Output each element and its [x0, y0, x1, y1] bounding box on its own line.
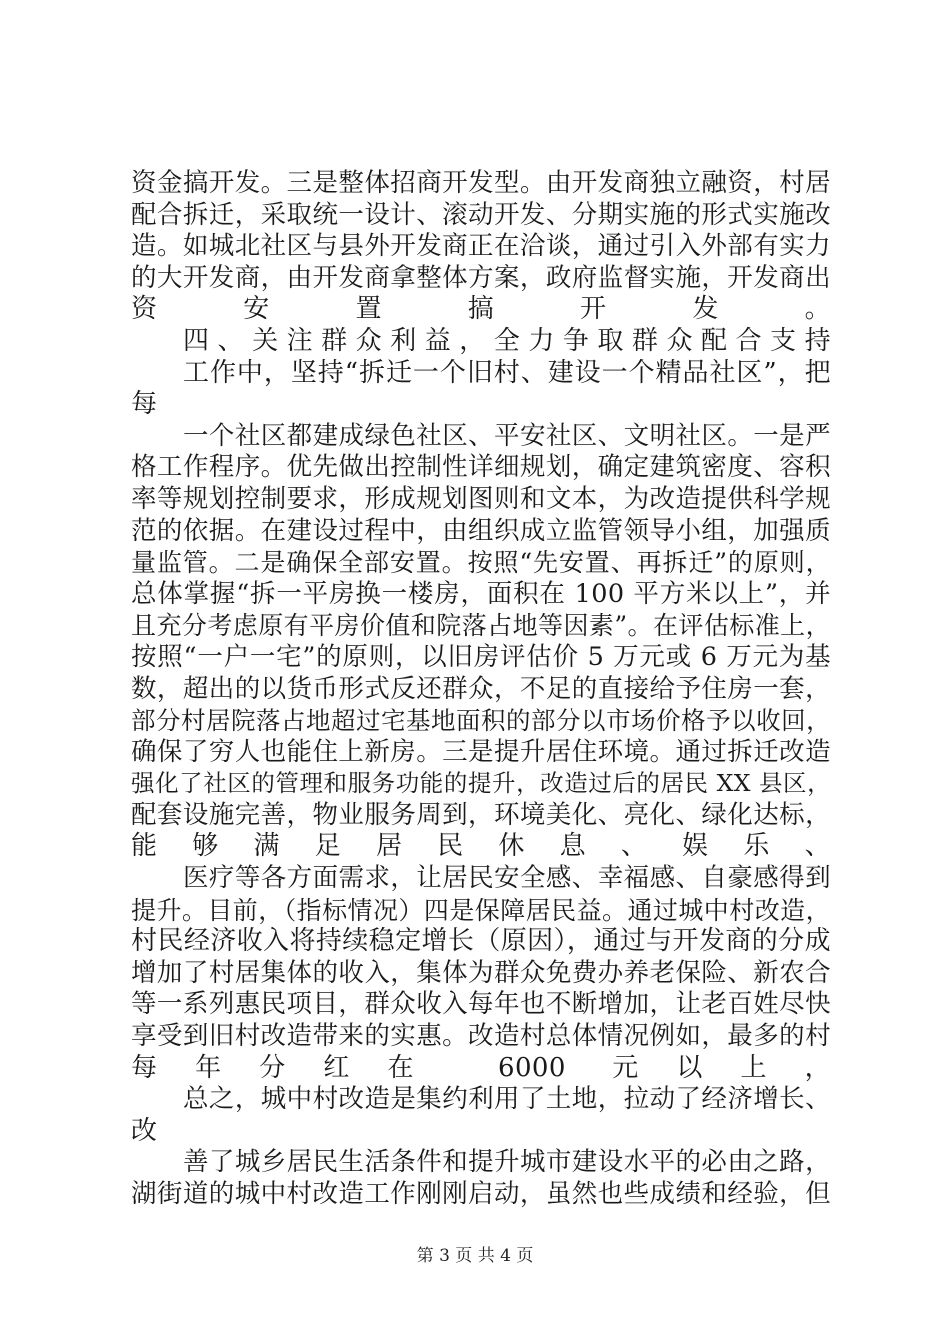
text-line: 率等规划控制要求，形成规划图则和文本，为改造提供科学规 [131, 483, 831, 514]
page-footer: 第 3 页 共 4 页 [416, 1246, 534, 1266]
text-line: 每年分红在 6000 元以上， [131, 1052, 831, 1083]
text-line: 造。如城北社区与县外开发商正在洽谈，通过引入外部有实力 [131, 231, 831, 262]
text-line: 每 [131, 389, 158, 420]
text-line: 增加了村居集体的收入，集体为群众免费办养老保险、新农合 [131, 957, 831, 988]
text-line: 格工作程序。优先做出控制性详细规划，确定建筑密度、容积 [131, 452, 831, 483]
text-line: 且充分考虑原有平房价值和院落占地等因素”。在评估标准上， [131, 611, 831, 641]
text-line: 等一系列惠民项目，群众收入每年也不断增加，让老百姓尽快 [131, 989, 831, 1020]
text-line: 一个社区都建成绿色社区、平安社区、文明社区。一是严 [183, 420, 831, 451]
document-body [131, 168, 831, 1211]
text-line: 范的依据。在建设过程中，由组织成立监管领导小组，加强质 [131, 515, 831, 546]
text-line: 医疗等各方面需求，让居民安全感、幸福感、自豪感得到 [183, 863, 831, 894]
text-line: 提升。目前，（指标情况）四是保障居民益。通过城中村改造， [131, 895, 831, 925]
text-line: 总体掌握“拆一平房换一楼房，面积在 100 平方米以上”，并 [131, 578, 831, 609]
text-line: 强化了社区的管理和服务功能的提升，改造过后的居民 XX 县区， [131, 769, 831, 798]
text-line: 配合拆迁，采取统一设计、滚动开发、分期实施的形式实施改 [131, 199, 831, 230]
text-line: 按照“一户一宅”的原则，以旧房评估价 5 万元或 6 万元为基 [131, 641, 831, 672]
text-line: 村民经济收入将持续稳定增长（原因），通过与开发商的分成 [131, 926, 831, 957]
text-line: 总之，城中村改造是集约利用了土地，拉动了经济增长、 [183, 1084, 831, 1115]
text-line: 工作中，坚持“拆迁一个旧村、建设一个精品社区”，把 [183, 357, 831, 388]
text-line: 湖街道的城中村改造工作刚刚启动，虽然也些成绩和经验，但 [131, 1179, 831, 1209]
text-line: 享受到旧村改造带来的实惠。改造村总体情况例如，最多的村 [131, 1021, 831, 1052]
text-line: 数，超出的以货币形式反还群众，不足的直接给予住房一套， [131, 673, 831, 704]
text-line: 资安置搞开发。 [131, 294, 831, 325]
text-line: 部分村居院落占地超过宅基地面积的部分以市场价格予以收回， [131, 706, 831, 736]
text-line: 量监管。二是确保全部安置。按照“先安置、再拆迁”的原则， [131, 548, 831, 578]
text-line: 善了城乡居民生活条件和提升城市建设水平的必由之路， [183, 1147, 831, 1178]
text-line: 资金搞开发。三是整体招商开发型。由开发商独立融资，村居 [131, 168, 831, 198]
text-line: 确保了穷人也能住上新房。三是提升居住环境。通过拆迁改造 [131, 736, 831, 767]
text-line: 配套设施完善，物业服务周到，环境美化、亮化、绿化达标， [131, 799, 831, 830]
text-line: 四、关注群众利益，全力争取群众配合支持 [183, 325, 831, 356]
text-line: 能够满足居民休息、娱乐、 [131, 831, 831, 862]
text-line: 改 [131, 1115, 158, 1146]
text-line: 的大开发商，由开发商拿整体方案，政府监督实施，开发商出 [131, 262, 831, 293]
